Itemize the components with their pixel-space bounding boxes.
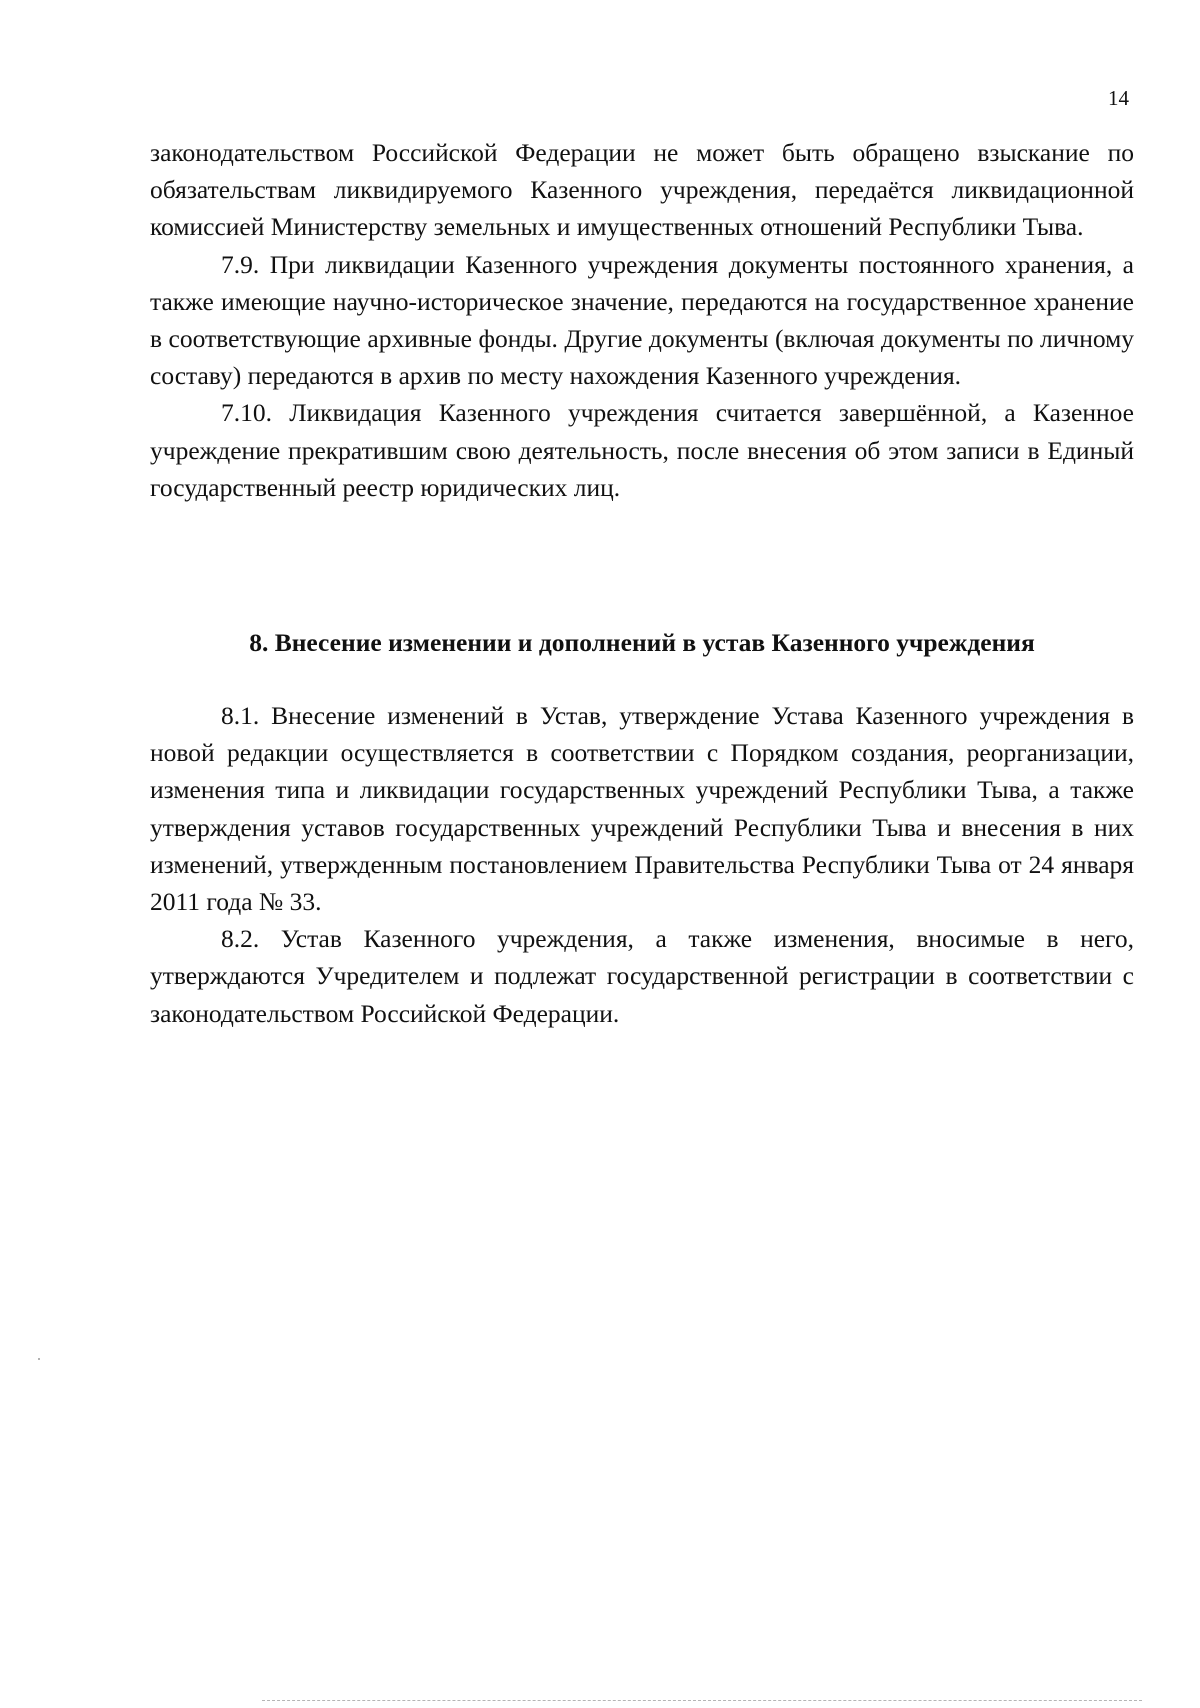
section-8-heading: 8. Внесение изменении и дополнений в устав Казенного учреждения — [249, 628, 1035, 657]
section-7-body — [150, 134, 1134, 506]
paragraph-8-2: 8.2. Устав Казенного учреждения, а также изменения, вносимые в него, утверждаются Учредителем и подлежат государственной регистрации в соответствии с законодательством Российской Федерации. — [150, 924, 1134, 1028]
paragraph-7-10: 7.10. Ликвидация Казенного учреждения считается завершённой, а Казенное учреждение прекратившим свою деятельность, после внесения об этом записи в Единый государственный реестр юридических лиц. — [150, 398, 1134, 502]
section-7-continuation: законодательством Российской Федерации не может быть обращено взыскание по обязательствам ликвидируемого Казенного учреждения, передаётся ликвидационной комиссией Министерству земельных и имущественных отношений Республики Тыва. — [150, 138, 1134, 242]
scan-speck — [38, 1358, 40, 1360]
paragraph-7-9: 7.9. При ликвидации Казенного учреждения документы постоянного хранения, а также имеющие научно-историческое значение, передаются на государственное хранение в соответствующие архивные фонды. Другие документы (включая документы по личному составу) передаются в архив по месту нахождения Казенного учреждения. — [150, 249, 1134, 391]
scan-edge-line — [262, 1700, 1142, 1701]
paragraph-8-1: 8.1. Внесение изменений в Устав, утверждение Устава Казенного учреждения в новой редакции осуществляется в соответствии с Порядком создания, реорганизации, изменения типа и ликвидации государственных учреждений Республики Тыва, а также утверждения уставов государственных учреждений Республики Тыва и внесения в них изменений, утвержденным постановлением Правительства Республики Тыва от 24 января 2011 года № 33. — [150, 701, 1134, 917]
section-8-body — [150, 697, 1134, 1032]
page-number: 14 — [1108, 86, 1129, 110]
